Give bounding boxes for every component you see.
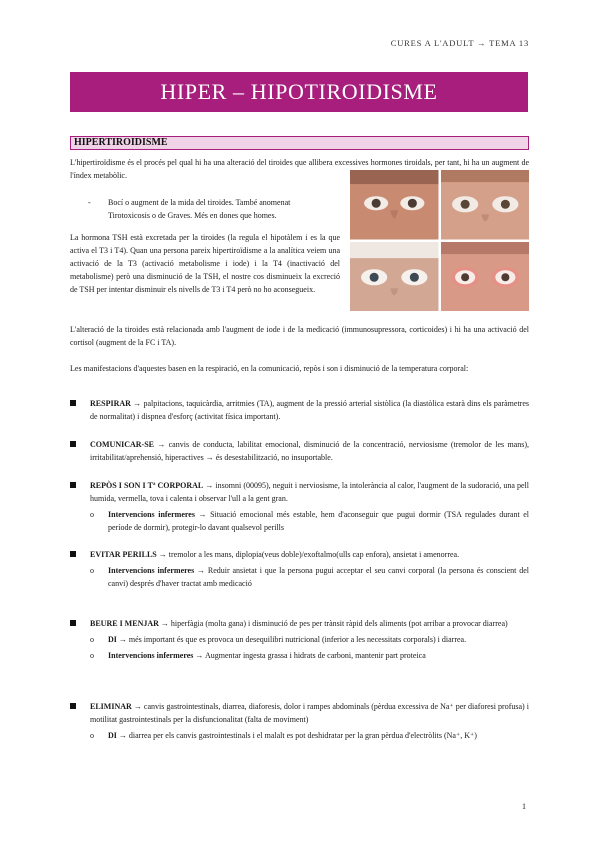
item-label: EVITAR PERILLS <box>90 550 157 559</box>
square-bullet-icon <box>70 703 76 709</box>
sub-item-label: Intervencions infermeres <box>108 566 195 575</box>
item-text: → canvis de conducta, labilitat emocional, disminució de la concentració, nerviosisme (tremolor de les mans), irritabilitat/aprehensió, hiperactives → és desestabilització, no insuportable. <box>90 440 529 462</box>
cortisol-paragraph: L'alteració de la tiroides està relacionada amb l'augment de iode i de la medicació (immunosupressora, corticoides) i hi ha una activació del cortisol (augment de la FC i TA). <box>70 325 529 347</box>
title-banner <box>70 72 528 112</box>
sub-item-label: Intervencions infermeres <box>108 651 194 660</box>
square-bullet-icon <box>70 620 76 626</box>
eyes-photo-1 <box>350 170 439 240</box>
circle-bullet-icon: o <box>90 510 94 519</box>
circle-bullet-icon: o <box>90 651 94 660</box>
sub-item-intervencions <box>70 564 529 590</box>
eyes-photo-2 <box>441 170 530 240</box>
list-item-comunicar-se <box>70 438 529 464</box>
circle-bullet-icon: o <box>90 566 94 575</box>
square-bullet-icon <box>70 551 76 557</box>
sub-item-di <box>70 633 529 646</box>
item-text: → insomni (00095), neguit i nerviosisme, la intolerància al calor, l'augment de la sudoració, una pell humida, vermella, tova i calenta i observar l'ull a la gent gran. <box>90 481 529 503</box>
item-label: REPÒS I SON I Tª CORPORAL <box>90 481 204 490</box>
square-bullet-icon <box>70 400 76 406</box>
item-text: → palpitacions, taquicàrdia, arritmies (TA), augment de la pressió arterial sistòlica (la diastòlica estarà dins els paràmetres de normalitat) i dispnea d'esforç (activitat física important). <box>90 399 529 421</box>
list-item-evitar-perills <box>70 548 529 590</box>
dash-marker: - <box>88 198 91 207</box>
item-text: → canvis gastrointestinals, diarrea, diaforesis, dolor i rampes abdominals (pèrdua excessiva de Na⁺ per diaforesi profusa) i motilitat gastrointestinals per la disfuncionalitat (falta de moviment) <box>90 702 529 724</box>
page-title: HIPER – HIPOTIROIDISME <box>160 79 438 104</box>
item-label: BEURE I MENJAR <box>90 619 159 628</box>
sub-item-label: Intervencions infermeres <box>108 510 195 519</box>
circle-bullet-icon: o <box>90 731 94 740</box>
square-bullet-icon <box>70 482 76 488</box>
square-bullet-icon <box>70 441 76 447</box>
list-item-eliminar <box>70 700 529 742</box>
sub-item-intervencions <box>70 649 529 662</box>
page-number: 1 <box>522 802 526 811</box>
sub-item-text: → Augmentar ingesta grassa i hidrats de carboni, mantenir part proteica <box>193 651 426 660</box>
intro-paragraph: L'hipertiroïdisme és el procés pel qual hi ha una alteració del tiroides que allibera excessives hormones tiroidals, per tant, hi ha un augment de l'índex metabòlic. <box>70 158 529 180</box>
list-item-repos-son <box>70 479 529 534</box>
sub-item-text: → diarrea per els canvis gastrointestinals i el malalt es pot deshidratar per la gran pèrdua d'electròlits (Na⁺, K⁺) <box>116 731 477 740</box>
list-item-respirar <box>70 397 529 423</box>
running-header: CURES A L'ADULT → TEMA 13 <box>390 38 529 48</box>
sub-item-label: DI <box>108 731 117 740</box>
sub-item-text: → Situació emocional més estable, hem d'aconseguir que pugui dormir (TSA regulades durant el període de dormir), protegir-lo davant qualsevol perills <box>108 510 530 532</box>
manifestations-paragraph: Les manifestacions d'aquestes basen en la respiració, en la comunicació, repòs i son i disminució de la temperatura corporal: <box>70 364 469 373</box>
eyes-photo-3 <box>350 242 439 312</box>
sub-item-di <box>70 729 529 742</box>
item-text: → tremolor a les mans, diplopia(veus doble)/exoftalmo(ulls cap enfora), ansietat i amenorrea. <box>156 550 460 559</box>
list-item-beure-menjar <box>70 617 529 662</box>
exophthalmos-photo-grid <box>350 170 529 311</box>
item-label: ELIMINAR <box>90 702 132 711</box>
eyes-photo-4 <box>441 242 530 312</box>
item-text: → hiperfàgia (molta gana) i disminució de pes per trànsit ràpid dels aliments (pot arribar a provocar diarrea) <box>158 619 508 628</box>
item-label: COMUNICAR-SE <box>90 440 154 449</box>
sub-item-intervencions <box>70 508 529 534</box>
circle-bullet-icon: o <box>90 635 94 644</box>
goiter-bullet <box>88 196 330 222</box>
section-heading-hipertiroidisme: HIPERTIROIDISME <box>70 136 529 150</box>
tsh-paragraph: La hormona TSH està excretada per la tiroides (la regula el hipotàlem i es la que activa el T3 i T4). Quan una persona pareix hipertiroïdisme a la analítica veiem una activació de la T3 (activació metabolisme i iode) i la T4 (inactivació del metabolisme) però una disminució de la TSH, el nostre cos disminueix la excreció de TSH per intentar disminuir els nivells de T3 i T4 però no ho aconsegueix. <box>70 233 340 294</box>
sub-item-text: → més important és que es provoca un desequilibri nutricional (inferior a les necessitats corporals) i diarrea. <box>116 635 467 644</box>
item-label: RESPIRAR <box>90 399 131 408</box>
goiter-text: Bocí o augment de la mida del tiroides. També anomenat Tirotoxicosis o de Graves. Més en dones que homes. <box>108 198 291 220</box>
sub-item-text: → Reduir ansietat i que la persona pugui acceptar el seu canvi corporal (la persona és conscient del canvi) després d'haver tractat amb medicació <box>108 566 529 588</box>
sub-item-label: DI <box>108 635 117 644</box>
